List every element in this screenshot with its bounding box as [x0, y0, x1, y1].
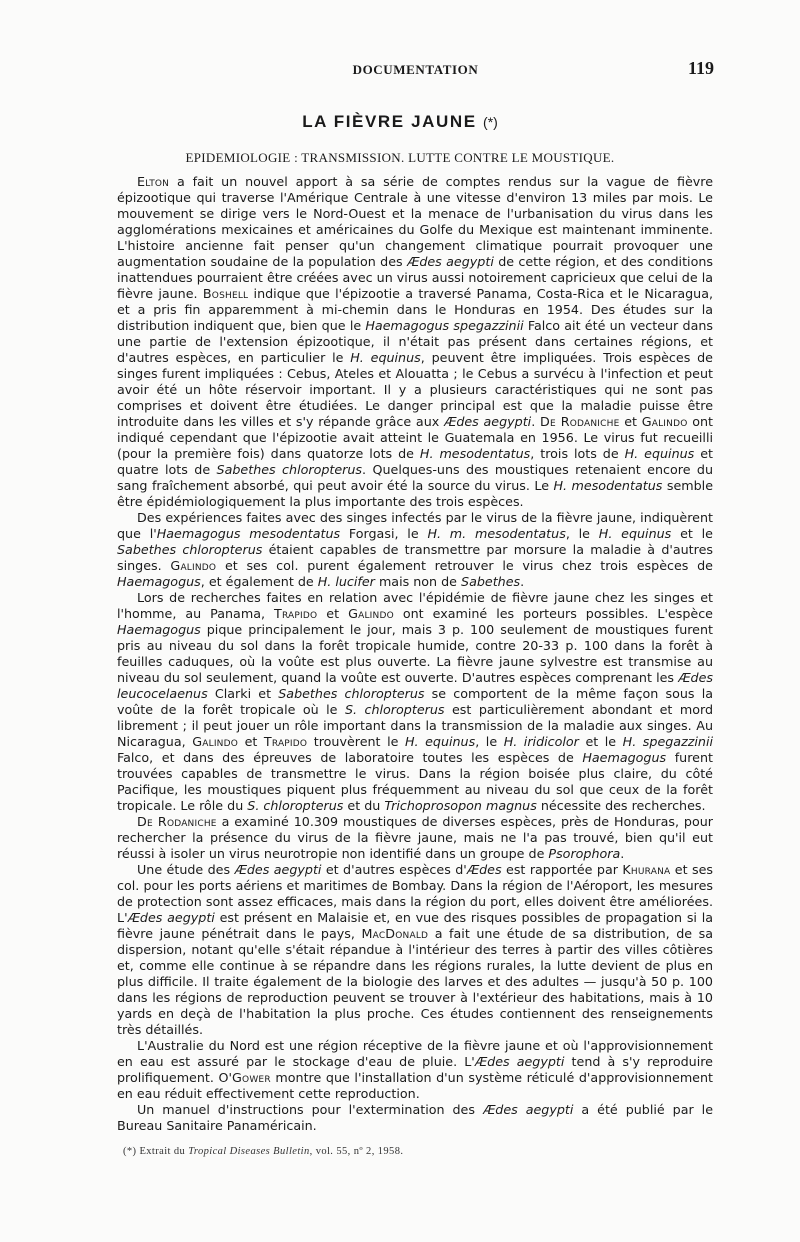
footnote	[123, 1146, 403, 1157]
italic-term: Sabethes	[461, 574, 521, 589]
text-run: mais non de	[374, 574, 462, 589]
italic-term: H. m. mesodentatus	[427, 526, 566, 541]
author-name: De Rodaniche	[137, 814, 217, 829]
italic-term: Haemagogus	[117, 574, 201, 589]
article-subtitle: EPIDEMIOLOGIE : TRANSMISSION. LUTTE CONTRE LE MOUSTIQUE.	[185, 150, 615, 165]
italic-term: H. spegazzinii	[622, 734, 714, 749]
author-name: Khurana	[622, 862, 671, 877]
italic-term: Sabethes chloropterus	[117, 542, 263, 557]
text-run: (*) Extrait du	[123, 1146, 189, 1157]
text-run: et	[238, 734, 264, 749]
text-run: ont examiné les porteurs possibles. L'espèce	[393, 606, 713, 621]
text-run: a examiné 10.309 moustiques de diverses espèces, près de Honduras, pour rechercher la présence du virus de la fièvre jaune, mais ne l'a pas trouvé, bien qu'il eut réussi à isoler un virus neurotropie non identifié dans un groupe de	[117, 814, 713, 861]
italic-term: Trichoprosopon magnus	[384, 798, 537, 813]
text-run: . Quelques-uns des moustiques retenaient encore du sang fraîchement absorbé, qui peut avoir été la source du virus. Le	[117, 462, 714, 493]
text-run: pique principalement le jour, mais 3 p. 100 seulement de moustiques furent pris au niveau du sol dans la forêt tropicale humide, contre 20-33 p. 100 dans la forêt à feuilles caduques, où la voûte est plus ouverte. La fièvre jaune sylvestre est transmise au niveau du sol seulement, quand la voûte est ouverte. D'autres espèces comprenant les	[117, 622, 713, 685]
italic-term: Ædes leucocelaenus	[117, 670, 713, 701]
author-name: Galindo	[348, 606, 394, 621]
italic-term: H. equinus	[624, 446, 695, 461]
author-name: Trapido	[274, 606, 318, 621]
text-run: .	[520, 574, 525, 589]
author-name: Elton	[137, 174, 170, 189]
italic-term: Ædes aegypti	[474, 1054, 565, 1069]
italic-term: Ædes aegypti	[127, 910, 215, 925]
text-run: et le	[578, 734, 623, 749]
text-run: Falco, et dans des épreuves de laboratoire toutes les espèces de	[117, 750, 583, 765]
text-run: semble être épidémiologiquement la plus importante des trois espèces.	[117, 478, 713, 509]
text-run: est présent en Malaisie et, en vue des risques possibles de propagation si la fièvre jaune pénétrait dans le pays,	[117, 910, 713, 941]
author-name: Boshell	[202, 286, 249, 301]
italic-term: Ædes aegypti	[482, 1102, 574, 1117]
italic-term: H. iridicolor	[503, 734, 579, 749]
italic-term: H. mesodentatus	[553, 478, 663, 493]
text-run: furent trouvées capables de transmettre le virus. Dans la région boisée plus claire, du côté Pacifique, les moustiques piquent plus fréquemment au niveau du sol que ceux de la forêt tropicale. Le rôle du	[117, 750, 713, 813]
text-run: tend à s'y reproduire prolifiquement. O'	[117, 1054, 713, 1085]
text-run: nécessite des recherches.	[536, 798, 706, 813]
italic-term: Haemagogus spegazzinii	[365, 318, 524, 333]
italic-term: Ædes	[466, 862, 502, 877]
italic-term: Haemagogus	[582, 750, 667, 765]
text-run: Une étude des	[137, 862, 235, 877]
text-run: et le	[671, 526, 713, 541]
text-run: ont indiqué cependant que l'épizootie avait atteint le Guatemala en 1956. Le virus fut recueilli (pour la première fois) dans quatorze lots de	[117, 414, 714, 461]
text-run: étaient capables de transmettre par morsure la maladie à d'autres singes.	[117, 542, 713, 573]
italic-term: Sabethes chloropterus	[216, 462, 363, 477]
italic-term: S. chloropterus	[247, 798, 344, 813]
text-run: Forgasi, le	[340, 526, 428, 541]
text-run: et	[317, 606, 349, 621]
text-run: , vol. 55, nº 2, 1958.	[309, 1146, 404, 1157]
text-run: se comportent de la même façon sous la voûte de la forêt tropicale où le	[117, 686, 713, 717]
text-run: est particulièrement abondant et mord librement ; il peut jouer un rôle important dans la transmission de la maladie aux singes. Au Nicaragua,	[117, 702, 713, 749]
text-run: .	[531, 414, 540, 429]
text-run: Un manuel d'instructions pour l'extermination des	[137, 1102, 483, 1117]
text-run: a été publié par le Bureau Sanitaire Panaméricain.	[117, 1102, 714, 1133]
italic-term: Tropical Diseases Bulletin	[188, 1146, 310, 1157]
body-paragraph	[117, 1038, 713, 1102]
text-run: et ses col. pour les ports aériens et maritimes de Bombay. Dans la région de l'Aéroport, les mesures de protection sont assez efficaces, mais dans la région du port, elles doivent être améliorées. L'	[117, 862, 713, 925]
text-run: de cette région, et des conditions inattendues pourraient être créées avec un virus aussi notoirement capricieux que celui de la fièvre jaune.	[117, 254, 713, 301]
text-run: et d'autres espèces d'	[321, 862, 467, 877]
italic-term: S. chloropterus	[344, 702, 445, 717]
body-paragraph	[117, 590, 713, 814]
italic-term: Psorophora	[548, 846, 621, 861]
italic-term: H. equinus	[404, 734, 476, 749]
text-run: a fait une étude de sa distribution, de sa dispersion, notant qu'elle s'était répandue à l'intérieur des terres à partir des villes côtières et, comme elle continue à se répandre dans les régions rurales, la lutte devient de plus en plus difficile. Il traite également de la biologie des larves et des adultes — jusqu'à 50 p. 100 dans les régions de reproduction peuvent se trouver à l'extérieur des habitations, mais à 10 yards en deçà de l'habitation la plus proche. Ces études contiennent des renseignements très détaillés.	[117, 926, 713, 1037]
text-run: et quatre lots de	[117, 446, 713, 477]
text-run: , le	[475, 734, 504, 749]
italic-term: Ædes aegypti	[406, 254, 494, 269]
running-head	[117, 58, 714, 84]
author-name: Galindo	[192, 734, 239, 749]
author-name: MacDonald	[361, 926, 429, 941]
text-run: est rapportée par	[501, 862, 623, 877]
author-name: Galindo	[170, 558, 217, 573]
text-run: , et également de	[200, 574, 318, 589]
text-run: Lors de recherches faites en relation avec l'épidémie de fièvre jaune chez les singes et l'homme, au Panama,	[117, 590, 713, 621]
author-name: Gower	[232, 1070, 271, 1085]
running-head-section-title: DOCUMENTATION	[352, 62, 479, 77]
author-name: Trapido	[263, 734, 308, 749]
italic-term: Ædes aegypti	[443, 414, 532, 429]
text-run: trouvèrent le	[307, 734, 405, 749]
italic-term: H. lucifer	[317, 574, 375, 589]
italic-term: H. mesodentatus	[419, 446, 531, 461]
italic-term: H. equinus	[350, 350, 421, 365]
text-run: Falco ait été un vecteur dans une partie de l'extension épizootique, il n'était pas présent dans certaines régions, et d'autres espèces, en particulier le	[117, 318, 713, 365]
text-run: L'Australie du Nord est une région réceptive de la fièvre jaune et où l'approvisionnement en eau est assuré par le stockage d'eau de pluie. L'	[117, 1038, 713, 1069]
article-title	[0, 112, 800, 132]
text-run: et ses col. purent également retrouver le virus chez trois espèces de	[216, 558, 713, 573]
text-run: indique que l'épizootie a traversé Panama, Costa-Rica et le Nicaragua, et a pris fin apparemment à mi-chemin dans le Honduras en 1954. Des études sur la distribution indiquent que, bien que le	[117, 286, 714, 333]
text-run: Des expériences faites avec des singes infectés par le virus de la fièvre jaune, indiquèrent que l'	[117, 510, 713, 541]
text-run: et	[619, 414, 642, 429]
text-run: montre que l'installation d'un système réticulé d'approvisionnement en eau réduit effectivement cette reproduction.	[117, 1070, 713, 1101]
author-name: Galindo	[641, 414, 688, 429]
author-name: De Rodaniche	[539, 414, 620, 429]
body-paragraph	[117, 814, 713, 862]
text-run: , trois lots de	[530, 446, 625, 461]
body-paragraph	[117, 510, 713, 590]
italic-term: Ædes aegypti	[234, 862, 322, 877]
text-run: , le	[565, 526, 599, 541]
italic-term: Haemagogus	[117, 622, 201, 637]
text-run: , peuvent être impliquées. Trois espèces de singes furent impliquées : Cebus, Ateles et Alouatta ; le Cebus a survécu à l'infection et peut avoir été un hôte réservoir important. Il y a plusieurs caractéristiques qui ne sont pas comprises et doivent être étudiées. Le danger principal est que la maladie puisse être introduite dans les villes et s'y répande grâce aux	[117, 350, 713, 429]
text-run: .	[620, 846, 625, 861]
body-paragraph	[117, 1102, 713, 1134]
italic-term: Haemagogus mesodentatus	[156, 526, 341, 541]
italic-term: H. equinus	[598, 526, 672, 541]
page-number: 119	[687, 58, 714, 78]
footnote-reference-mark: (*)	[483, 114, 498, 130]
article-body	[117, 174, 713, 1134]
body-paragraph	[117, 174, 713, 510]
text-run: a fait un nouvel apport à sa série de comptes rendus sur la vague de fièvre épizootique qui traverse l'Amérique Centrale à une vitesse d'environ 13 miles par mois. Le mouvement se dirige vers le Nord-Ouest et la menace de l'urbanisation du virus dans les agglomérations mexicaines et américaines du Golfe du Mexique est maintenant imminente. L'histoire ancienne fait penser qu'un changement climatique pourrait provoquer une augmentation soudaine de la population des	[117, 174, 713, 269]
body-paragraph	[117, 862, 713, 1038]
text-run: Clarki et	[207, 686, 279, 701]
text-run: et du	[343, 798, 385, 813]
italic-term: Sabethes chloropterus	[278, 686, 425, 701]
article-title-text: LA FIÈVRE JAUNE	[302, 112, 477, 131]
